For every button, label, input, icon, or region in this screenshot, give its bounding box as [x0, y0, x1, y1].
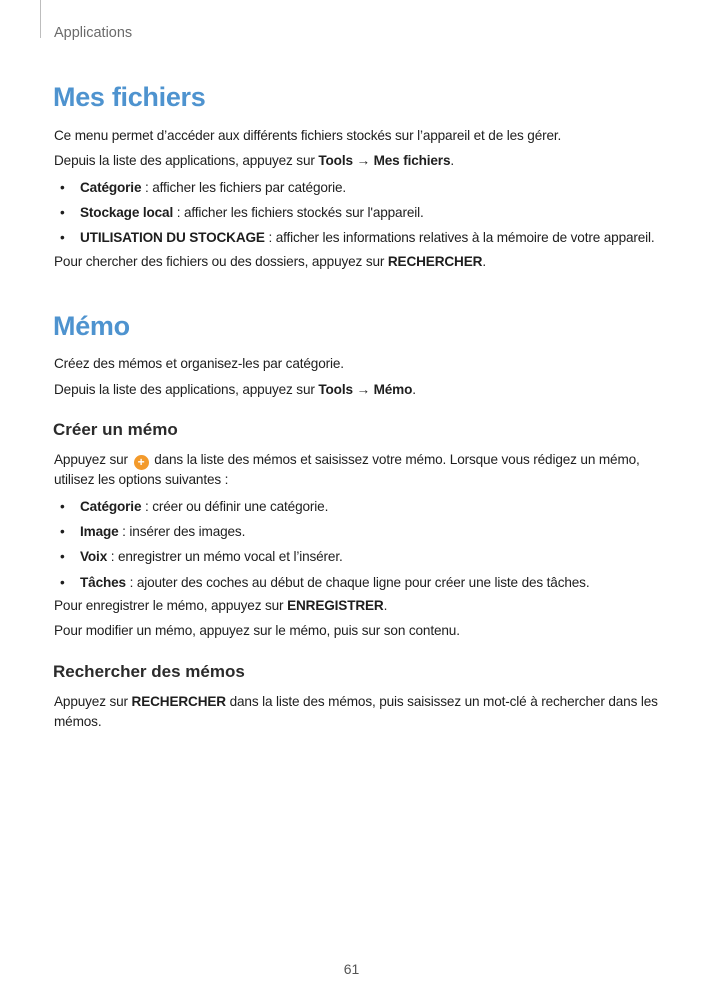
- memo-intro: Créez des mémos et organisez-les par catégorie.: [54, 356, 344, 371]
- path-tools: Tools: [318, 153, 353, 168]
- creer-memo-save: Pour enregistrer le mémo, appuyez sur ENREGISTRER.: [54, 598, 388, 613]
- creer-memo-line2: utilisez les options suivantes :: [54, 472, 229, 487]
- header-divider: [40, 0, 41, 38]
- creer-memo-line1: Appuyez sur + dans la liste des mémos et saisissez votre mémo. Lorsque vous rédigez un mémo,: [54, 452, 640, 469]
- rechercher-memos-line2: mémos.: [54, 714, 102, 729]
- memo-path: Depuis la liste des applications, appuyez sur Tools → Mémo.: [54, 382, 416, 397]
- path-mes-fichiers: Mes fichiers: [373, 153, 451, 168]
- rechercher-memos-line1: Appuyez sur RECHERCHER dans la liste des mémos, puis saisissez un mot-clé à rechercher dans les: [54, 694, 658, 709]
- memo-title: Mémo: [53, 311, 130, 341]
- path-tools: Tools: [318, 382, 353, 397]
- add-icon: +: [134, 455, 149, 470]
- mes-fichiers-search: Pour chercher des fichiers ou des dossiers, appuyez sur RECHERCHER.: [54, 254, 486, 269]
- page-number: 61: [343, 961, 360, 977]
- mes-fichiers-path: Depuis la liste des applications, appuyez sur Tools → Mes fichiers.: [54, 153, 454, 168]
- creer-memo-heading: Créer un mémo: [53, 420, 178, 439]
- section-header: Applications: [54, 25, 133, 41]
- mes-fichiers-title: Mes fichiers: [53, 82, 206, 112]
- creer-memo-modify: Pour modifier un mémo, appuyez sur le mémo, puis sur son contenu.: [54, 623, 460, 638]
- mes-fichiers-intro: Ce menu permet d’accéder aux différents fichiers stockés sur l’appareil et de les gérer.: [54, 128, 562, 143]
- rechercher-memos-heading: Rechercher des mémos: [53, 662, 245, 681]
- path-memo: Mémo: [373, 382, 413, 397]
